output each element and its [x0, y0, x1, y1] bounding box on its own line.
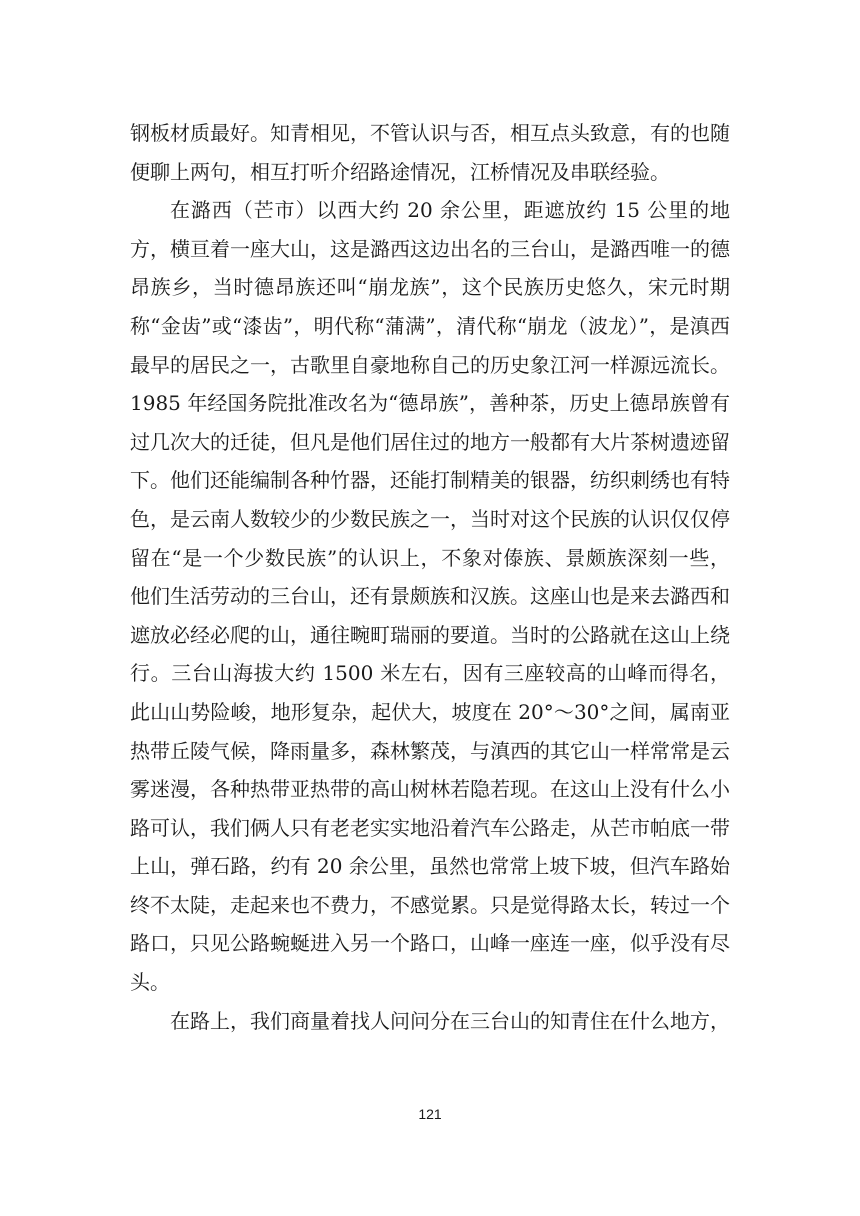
- paragraph-santaishan: 在潞西（芒市）以西大约 20 余公里，距遮放约 15 公里的地方，横亘着一座大山，这是潞西这边出名的三台山，是潞西唯一的德昂族乡，当时德昂族还叫“崩龙族”，这个民族历史悠久，宋元时期称“金齿”或“漆齿”，明代称“蒲满”，清代称“崩龙（波龙）”，是滇西最早的居民之一，古歌里自豪地称自己的历史象江河一样源远流长。1985 年经国务院批准改名为“德昂族”，善种茶，历史上德昂族曾有过几次大的迁徒，但凡是他们居住过的地方一般都有大片茶树遗迹留下。他们还能编制各种竹器，还能打制精美的银器，纺织刺绣也有特色，是云南人数较少的少数民族之一，当时对这个民族的认识仅仅停留在“是一个少数民族”的认识上，不象对傣族、景颇族深刻一些，他们生活劳动的三台山，还有景颇族和汉族。这座山也是来去潞西和遮放必经必爬的山，通往畹町瑞丽的要道。当时的公路就在这山上绕行。三台山海拔大约 1500 米左右，因有三座较高的山峰而得名，此山山势险峻，地形复杂，起伏大，坡度在 20°～30°之间，属南亚热带丘陵气候，降雨量多，森林繁茂，与滇西的其它山一样常常是云雾迷漫，各种热带亚热带的高山树林若隐若现。在这山上没有什么小路可认，我们俩人只有老老实实地沿着汽车公路走，从芒市帕底一带上山，弹石路，约有 20 余公里，虽然也常常上坡下坡，但汽车路始终不太陡，走起来也不费力，不感觉累。只是觉得路太长，转过一个路口，只见公路蜿蜒进入另一个路口，山峰一座连一座，似乎没有尽头。: [130, 198, 730, 995]
- paragraph-on-the-road: 在路上，我们商量着找人问问分在三台山的知青住在什么地方，: [170, 1008, 730, 1033]
- page-number: 121: [418, 1106, 442, 1122]
- document-body: [130, 114, 730, 1040]
- paragraph-continuation: 钢板材质最好。知青相见，不管认识与否，相互点头致意，有的也随便聊上两句，相互打听介绍路途情况，江桥情况及串联经验。: [130, 121, 730, 184]
